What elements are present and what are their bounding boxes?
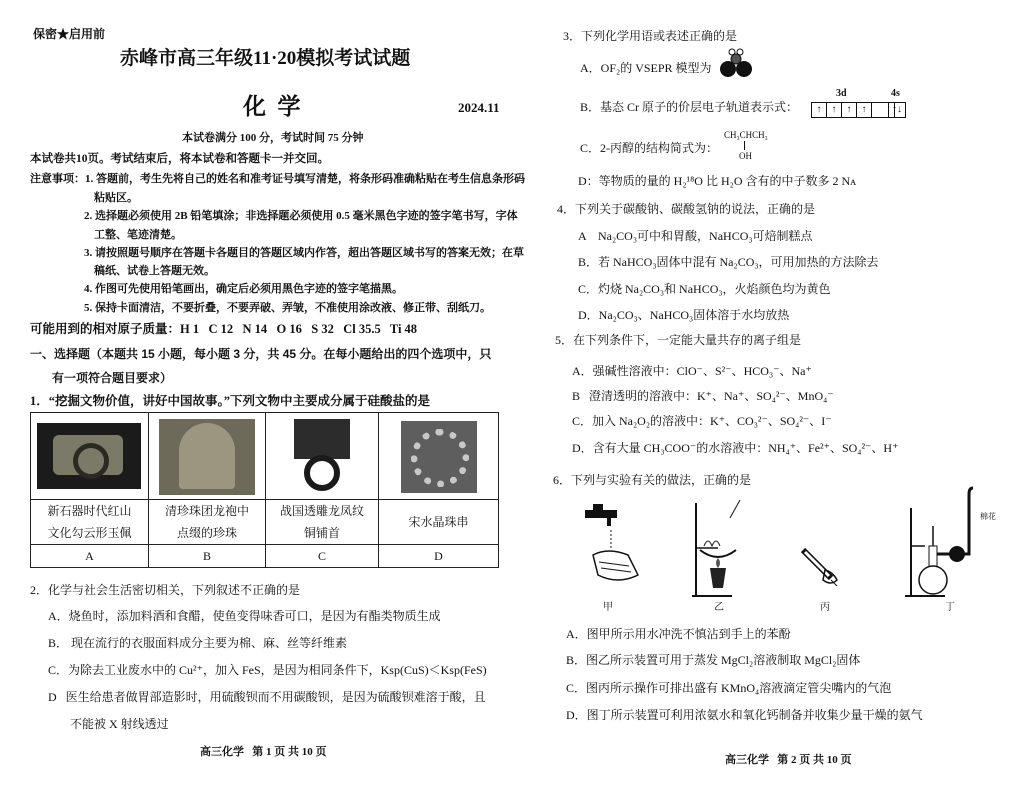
propanol-formula-top: CH₃CHCH₃	[724, 130, 768, 140]
q4-option-a: A Na₂CO₃可中和胃酸，NaHCO₃可焙制糕点	[578, 229, 813, 243]
page-footer-2: 高三化学 第 2 页 共 10 页	[725, 754, 852, 766]
vsepr-model-icon	[719, 48, 753, 78]
exam-title: 赤峰市高三年级11·20模拟考试试题	[120, 48, 411, 69]
q4-option-b: B．若 NaHCO₃固体中混有 Na₂CO₃，可用加热的方法除去	[578, 255, 879, 269]
atomic-masses: 可能用到的相对原子质量：H 1 C 12 N 14 O 16 S 32 Cl 35.5 Ti 48	[30, 322, 418, 336]
fig-label-yi: 乙	[714, 602, 724, 613]
q6-stem: 6．下列与实验有关的做法，正确的是	[553, 473, 752, 487]
notice-3-cont: 稿纸、试卷上答题无效。	[94, 265, 215, 277]
q6-option-d: D．图丁所示装置可利用浓氨水和氧化钙制备并收集少量干燥的氨气	[566, 708, 923, 722]
q2-option-d: D 医生给患者做胃部造影时，用硫酸钡而不用碳酸钡，是因为硫酸钡难溶于酸，且	[48, 690, 486, 704]
pearl-robe-image	[149, 413, 265, 499]
relic-b-letter: B	[148, 545, 265, 568]
q5-option-c: C．加入 Na₂O₂的溶液中：K⁺、CO₃²⁻、SO₄²⁻、I⁻	[572, 414, 832, 428]
relic-a-name-cont: 文化勾云形玉佩	[47, 526, 132, 540]
jade-pendant-image	[31, 413, 148, 499]
relic-a-letter: A	[31, 545, 149, 568]
relic-c-letter: C	[265, 545, 378, 568]
notice-2-cont: 工整、笔迹清楚。	[94, 229, 182, 241]
orbital-4s-box	[889, 101, 906, 118]
q3-stem: 3．下列化学用语或表述正确的是	[563, 29, 738, 43]
orbital-box: ↑	[826, 102, 842, 118]
q3-option-c: C．2-丙醇的结构简式为：	[580, 141, 719, 155]
orbital-4s-label: 4s	[891, 88, 900, 99]
q3-option-d: D：等物质的量的 H₂¹⁸O 比 H₂O 含有的中子数多 2 Nᴀ	[578, 174, 857, 188]
orbital-box: ↑	[811, 102, 827, 118]
propanol-formula-bottom: OH	[739, 151, 752, 161]
bond-line	[744, 141, 745, 150]
relic-d-name: 宋水晶珠串	[408, 515, 469, 529]
q3-option-a-text: A．OF₂的 VSEPR 模型为	[580, 61, 712, 75]
score-time: 本试卷满分 100 分，考试时间 75 分钟	[182, 132, 364, 144]
fig-label-ding: 丁	[945, 602, 955, 613]
notice-5: 5. 保持卡面清洁，不要折叠，不要弄破、弄皱，不准使用涂改液、修正带、刮纸刀。	[84, 302, 491, 314]
crystal-beads-image	[379, 413, 498, 499]
q3-option-a	[580, 60, 753, 78]
relic-a-name: 新石器时代红山	[47, 504, 132, 518]
relic-b-name: 清珍珠团龙袍中	[164, 504, 249, 518]
notice-2: 2. 选择题必须使用 2B 铅笔填涂；非选择题必须使用 0.5 毫米黑色字迹的签字笔书写，字体	[84, 210, 518, 222]
confidential-mark: 保密★启用前	[33, 27, 106, 41]
exam-date: 2024.11	[458, 100, 500, 115]
q2-option-a: A．烧鱼时，添加料酒和食醋，使鱼变得味香可口，是因为有酯类物质生成	[48, 609, 441, 623]
figure-jia-rinse-hand	[575, 500, 645, 600]
fig-label-bing: 丙	[820, 602, 830, 613]
q6-option-b: B．图乙所示装置可用于蒸发 MgCl₂溶液制取 MgCl₂固体	[566, 653, 861, 667]
notice-3: 3. 请按照题号顺序在答题卡各题目的答题区域内作答，超出答题区域书写的答案无效；在草	[84, 247, 524, 259]
notice-1-cont: 粘贴区。	[94, 192, 138, 204]
notice-1: 注意事项：1. 答题前，考生先将自己的姓名和准考证号填写清楚，将条形码准确粘贴在考生信息条形码	[30, 173, 525, 185]
q2-option-b: B． 现在流行的衣服面料成分主要为棉、麻、丝等纤维素	[48, 636, 348, 650]
subject-title: 化 学	[243, 94, 301, 119]
q4-stem: 4．下列关于碳酸钠、碳酸氢钠的说法，正确的是	[557, 202, 816, 216]
q5-stem: 5．在下列条件下，一定能大量共存的离子组是	[555, 333, 802, 347]
orbital-box: ↑↓	[888, 102, 906, 118]
relic-c-name-cont: 铜铺首	[303, 526, 340, 540]
figure-bing-burette	[795, 540, 845, 590]
q3-option-b: B．基态 Cr 原子的价层电子轨道表示式：	[580, 100, 799, 114]
pages-note: 本试卷共10页。考试结束后，将本试卷和答题卡一并交回。	[30, 153, 329, 165]
q5-option-b: B 澄清透明的溶液中：K⁺、Na⁺、SO₄²⁻、MnO₄⁻	[572, 389, 834, 403]
relic-d-letter: D	[379, 545, 499, 568]
section-1-heading-cont: 有一项符合题目要求）	[52, 371, 173, 385]
q6-option-a: A．图甲所示用水冲洗不慎沾到手上的苯酚	[566, 627, 791, 641]
figure-ding-ammonia-apparatus	[895, 486, 975, 598]
q2-option-c: C．为除去工业废水中的 Cu²⁺，加入 FeS，是因为相同条件下，Ksp(CuS)＜Ksp(FeS)	[48, 663, 487, 677]
bronze-knocker-image	[266, 413, 378, 499]
q2-option-d-cont: 不能被 X 射线透过	[70, 717, 169, 731]
section-1-heading: 一、选择题（本题共 15 小题，每小题 3 分，共 45 分。在每小题给出的四个选项中，只	[30, 347, 492, 361]
orbital-box: ↑	[841, 102, 857, 118]
orbital-3d-label: 3d	[836, 88, 847, 99]
orbital-3d-boxes	[812, 101, 895, 118]
q2-stem: 2．化学与社会生活密切相关，下列叙述不正确的是	[30, 583, 301, 597]
fig-label-jia: 甲	[603, 602, 613, 613]
cotton-label: 棉花	[980, 512, 996, 521]
relic-c-name: 战国透雕龙凤纹	[279, 504, 364, 518]
q5-option-a: A．强碱性溶液中：ClO⁻、S²⁻、HCO₃⁻、Na⁺	[572, 364, 812, 378]
q4-option-d: D．Na₂CO₃、NaHCO₃固体溶于水均放热	[578, 308, 790, 322]
page-footer-1: 高三化学 第 1 页 共 10 页	[200, 746, 327, 758]
q5-option-d: D．含有大量 CH₃COO⁻的水溶液中：NH₄⁺、Fe²⁺、SO₄²⁻、H⁺	[572, 441, 899, 455]
notice-4: 4. 作图可先使用铅笔画出，确定后必须用黑色字迹的签字笔描黑。	[84, 283, 403, 295]
q4-option-c: C．灼烧 Na₂CO₃和 NaHCO₃，火焰颜色均为黄色	[578, 282, 831, 296]
q1-relics-table	[30, 412, 499, 568]
q6-option-c: C．图丙所示操作可排出盛有 KMnO₄溶液滴定管尖嘴内的气泡	[566, 681, 892, 695]
relic-b-name-cont: 点缀的珍珠	[176, 526, 237, 540]
orbital-box: ↑	[856, 102, 872, 118]
q1-stem: 1．“挖掘文物价值，讲好中国故事。”下列文物中主要成分属于硅酸盐的是	[30, 394, 431, 408]
figure-yi-evaporation	[680, 498, 750, 598]
